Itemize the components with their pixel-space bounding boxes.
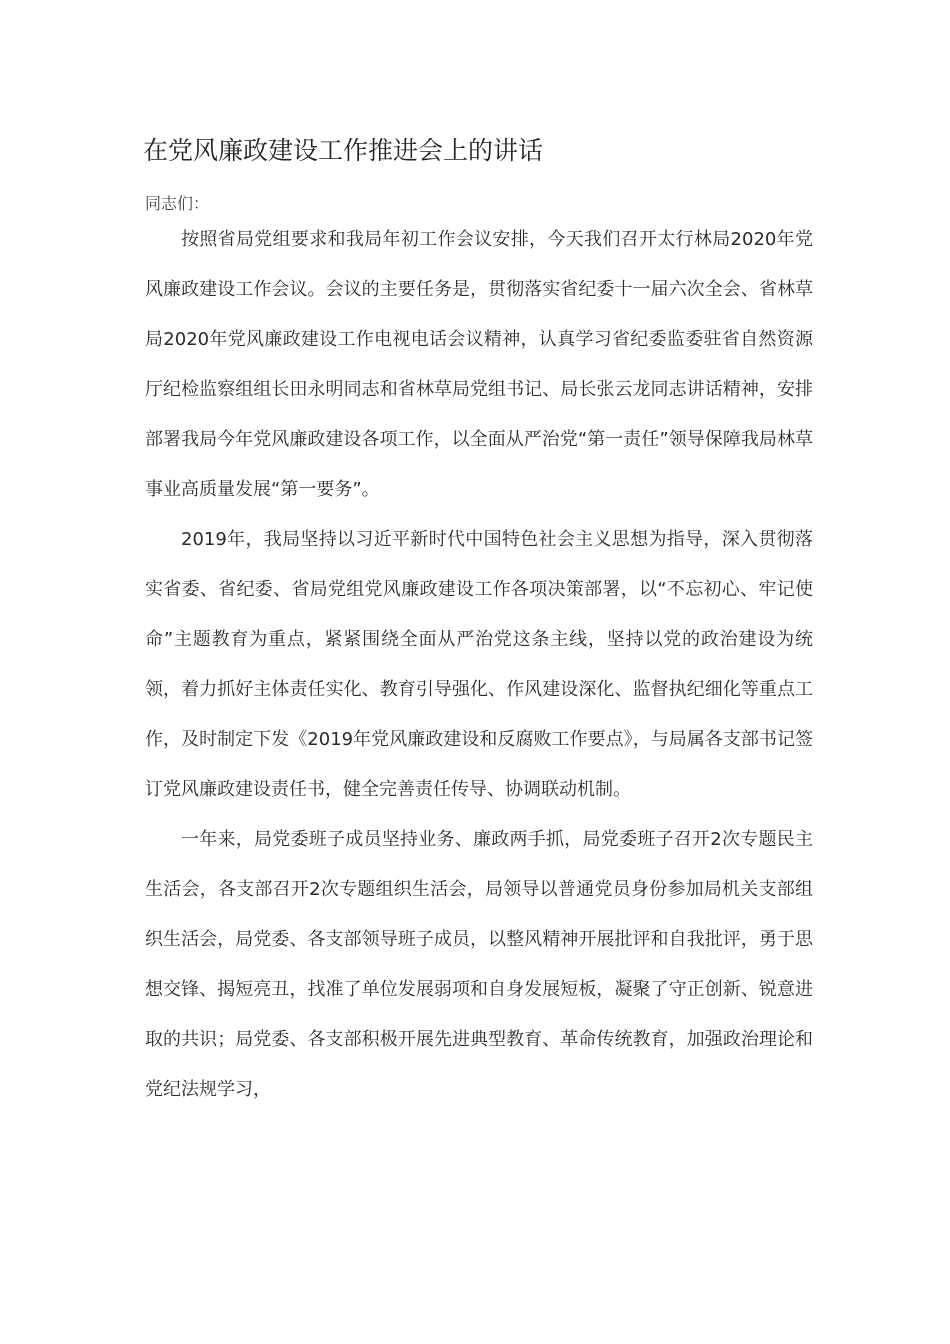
salutation: 同志们： <box>145 194 210 213</box>
paragraph-2: 2019年，我局坚持以习近平新时代中国特色社会主义思想为指导，深入贯彻落实省委、省纪委、省局党组党风廉政建设工作各项决策部署，以“不忘初心、牢记使命”主题教育为重点，紧紧围绕全面从严治党这条主线，坚持以党的政治建设为统领，着力抓好主体责任实化、教育引导强化、作风建设深化、监督执纪细化等重点工作，及时制定下发《2019年党风廉政建设和反腐败工作要点》，与局属各支部书记签订党风廉政建设责任书，健全完善责任传导、协调联动机制。 <box>145 529 813 800</box>
document-title: 在党风廉政建设工作推进会上的讲话 <box>143 136 544 165</box>
document-body <box>145 215 813 1115</box>
paragraph-1: 按照省局党组要求和我局年初工作会议安排，今天我们召开太行林局2020年党风廉政建设工作会议。会议的主要任务是，贯彻落实省纪委十一届六次全会、省林草局2020年党风廉政建设工作电视电话会议精神，认真学习省纪委监委驻省自然资源厅纪检监察组组长田永明同志和省林草局党组书记、局长张云龙同志讲话精神，安排部署我局今年党风廉政建设各项工作，以全面从严治党“第一责任”领导保障我局林草事业高质量发展“第一要务”。 <box>145 229 813 500</box>
paragraph-3: 一年来，局党委班子成员坚持业务、廉政两手抓，局党委班子召开2次专题民主生活会，各支部召开2次专题组织生活会，局领导以普通党员身份参加局机关支部组织生活会，局党委、各支部领导班子成员，以整风精神开展批评和自我批评，勇于思想交锋、揭短亮丑，找准了单位发展弱项和自身发展短板，凝聚了守正创新、锐意进取的共识；局党委、各支部积极开展先进典型教育、革命传统教育，加强政治理论和党纪法规学习， <box>145 829 813 1100</box>
